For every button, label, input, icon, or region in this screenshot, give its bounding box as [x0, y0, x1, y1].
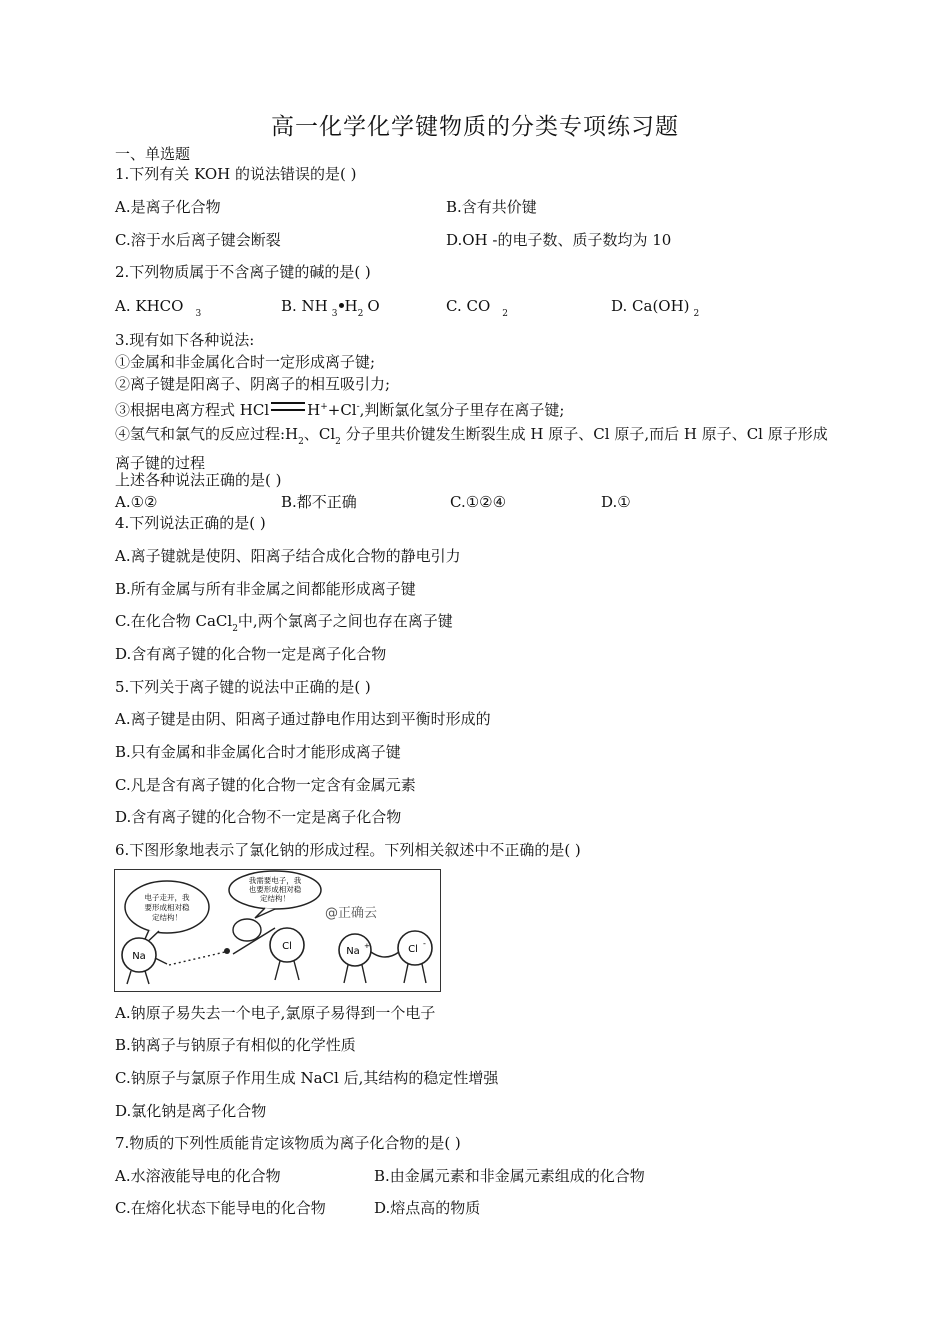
bubble1-line1: 电子走开，我	[144, 893, 190, 902]
bond-arms	[371, 952, 399, 957]
q4-option-d: D.含有离子键的化合物一定是离子化合物	[115, 645, 387, 663]
q3-question: 上述各种说法正确的是( )	[115, 471, 282, 489]
page-title: 高一化学化学键物质的分类专项练习题	[271, 114, 679, 140]
q3-s4-sub1: 2	[298, 437, 304, 447]
na-ion-charge: +	[364, 942, 370, 950]
cl-ion-label: Cl	[408, 944, 418, 955]
q2-a-sub: 3	[195, 309, 202, 319]
q2-b-sub1: 3	[331, 309, 338, 319]
q6-option-b: B.钠离子与钠原子有相似的化学性质	[115, 1036, 356, 1054]
q3-statement-4	[115, 424, 835, 474]
na-atom-label: Na	[132, 951, 146, 962]
dot-icon	[339, 303, 344, 308]
q2-a-text: A. KHCO	[115, 297, 184, 315]
watermark-text: @正确云	[325, 906, 378, 921]
q3-s3-h: H	[307, 401, 321, 419]
q7-option-b: B.由金属元素和非金属元素组成的化合物	[374, 1167, 645, 1185]
q2-b-sub2: 2	[357, 309, 364, 319]
q5-option-c: C.凡是含有离子键的化合物一定含有金属元素	[115, 776, 416, 794]
q4-option-b: B.所有金属与所有非金属之间都能形成离子键	[115, 580, 416, 598]
q3-statement-3	[115, 397, 564, 420]
q6-stem: 6.下图形象地表示了氯化钠的形成过程。下列相关叙述中不正确的是( )	[115, 841, 581, 859]
q3-statement-2: ②离子键是阳离子、阴离子的相互吸引力;	[115, 375, 391, 393]
q6-option-c: C.钠原子与氯原子作用生成 NaCl 后,其结构的稳定性增强	[115, 1069, 499, 1087]
cl-atom-label: Cl	[282, 941, 292, 952]
q2-b-mid: H	[344, 297, 358, 315]
q3-option-a: A.①②	[115, 493, 158, 511]
q6-option-a: A.钠原子易失去一个电子,氯原子易得到一个电子	[115, 1004, 436, 1022]
q4-c-text: C.在化合物 CaCl	[115, 612, 233, 630]
bubble2-line3: 定结构！	[260, 894, 290, 903]
q7-option-d: D.熔点高的物质	[374, 1199, 481, 1217]
q2-stem: 2.下列物质属于不含离子键的碱的是( )	[115, 263, 371, 281]
bubble1-line2: 要形成相对稳	[144, 903, 190, 912]
q2-option-b	[281, 296, 380, 324]
q3-s3-post: ,判断氯化氢分子里存在离子键;	[359, 401, 565, 419]
electron-trail	[169, 952, 225, 965]
q7-option-a: A.水溶液能导电的化合物	[115, 1167, 281, 1185]
cl-ion-charge: -	[423, 939, 426, 948]
net-icon	[233, 919, 261, 941]
q2-b-post: O	[367, 297, 380, 315]
bubble2-line1: 我需要电子，我	[248, 876, 302, 885]
net-handle	[233, 928, 275, 954]
q1-option-a: A.是离子化合物	[115, 198, 221, 216]
q3-s4-sub2: 2	[335, 437, 341, 447]
nacl-formation-cartoon	[114, 869, 441, 992]
q2-b-text: B. NH	[281, 297, 328, 315]
electron-icon	[224, 948, 230, 954]
equals-sign-icon	[271, 402, 305, 411]
bubble2-line2: 也要形成相对稳	[248, 885, 302, 894]
q3-s3-minus: -	[356, 402, 360, 412]
q2-c-sub: 2	[502, 309, 508, 319]
na-ion-label: Na	[346, 946, 360, 957]
q3-s4-post: 分子里共价键发生断裂生成 H 原子、Cl 原子,而后 H 原子、Cl 原子形成离子键的过程	[115, 425, 828, 472]
q5-option-d: D.含有离子键的化合物不一定是离子化合物	[115, 808, 402, 826]
q3-option-b: B.都不正确	[281, 493, 357, 511]
q5-stem: 5.下列关于离子键的说法中正确的是( )	[115, 678, 371, 696]
q5-option-b: B.只有金属和非金属化合时才能形成离子键	[115, 743, 401, 761]
q4-option-a: A.离子键就是使阴、阳离子结合成化合物的静电引力	[115, 547, 461, 565]
q3-s3-plus: +	[320, 402, 328, 412]
q3-s3-text: ③根据电离方程式 HCl	[115, 401, 270, 419]
q7-option-c: C.在熔化状态下能导电的化合物	[115, 1199, 326, 1217]
q3-s4-text: ④氢气和氯气的反应过程:H	[115, 425, 299, 443]
q2-option-a	[115, 296, 201, 324]
speech-bubble-2-tail	[255, 908, 275, 918]
q1-option-c: C.溶于水后离子键会断裂	[115, 231, 281, 249]
q4-option-c	[115, 611, 453, 639]
q3-s3-cl: +Cl	[327, 401, 357, 419]
q2-d-text: D. Ca(OH)	[611, 297, 690, 315]
q2-option-c	[446, 296, 508, 324]
section-heading: 一、单选题	[115, 145, 191, 163]
q5-option-a: A.离子键是由阴、阳离子通过静电作用达到平衡时形成的	[115, 710, 491, 728]
q1-option-d: D.OH -的电子数、质子数均为 10	[446, 231, 672, 249]
q3-statement-1: ①金属和非金属化合时一定形成离子键;	[115, 353, 376, 371]
q4-c-sub: 2	[232, 624, 238, 634]
q3-s4-mid: 、Cl	[303, 425, 336, 443]
q3-option-d: D.①	[601, 493, 631, 511]
q2-option-d	[611, 296, 699, 324]
q3-stem: 3.现有如下各种说法:	[115, 331, 255, 349]
q4-c-post: 中,两个氯离子之间也存在离子键	[237, 612, 453, 630]
q4-stem: 4.下列说法正确的是( )	[115, 514, 266, 532]
cartoon-svg	[115, 870, 440, 991]
q1-stem: 1.下列有关 KOH 的说法错误的是( )	[115, 165, 357, 183]
q7-stem: 7.物质的下列性质能肯定该物质为离子化合物的是( )	[115, 1134, 461, 1152]
q2-c-text: C. CO	[446, 297, 491, 315]
q1-option-b: B.含有共价键	[446, 198, 537, 216]
q6-option-d: D.氯化钠是离子化合物	[115, 1102, 267, 1120]
q3-option-c: C.①②④	[450, 493, 507, 511]
bubble1-line3: 定结构！	[152, 913, 182, 922]
q2-d-sub: 2	[693, 309, 700, 319]
